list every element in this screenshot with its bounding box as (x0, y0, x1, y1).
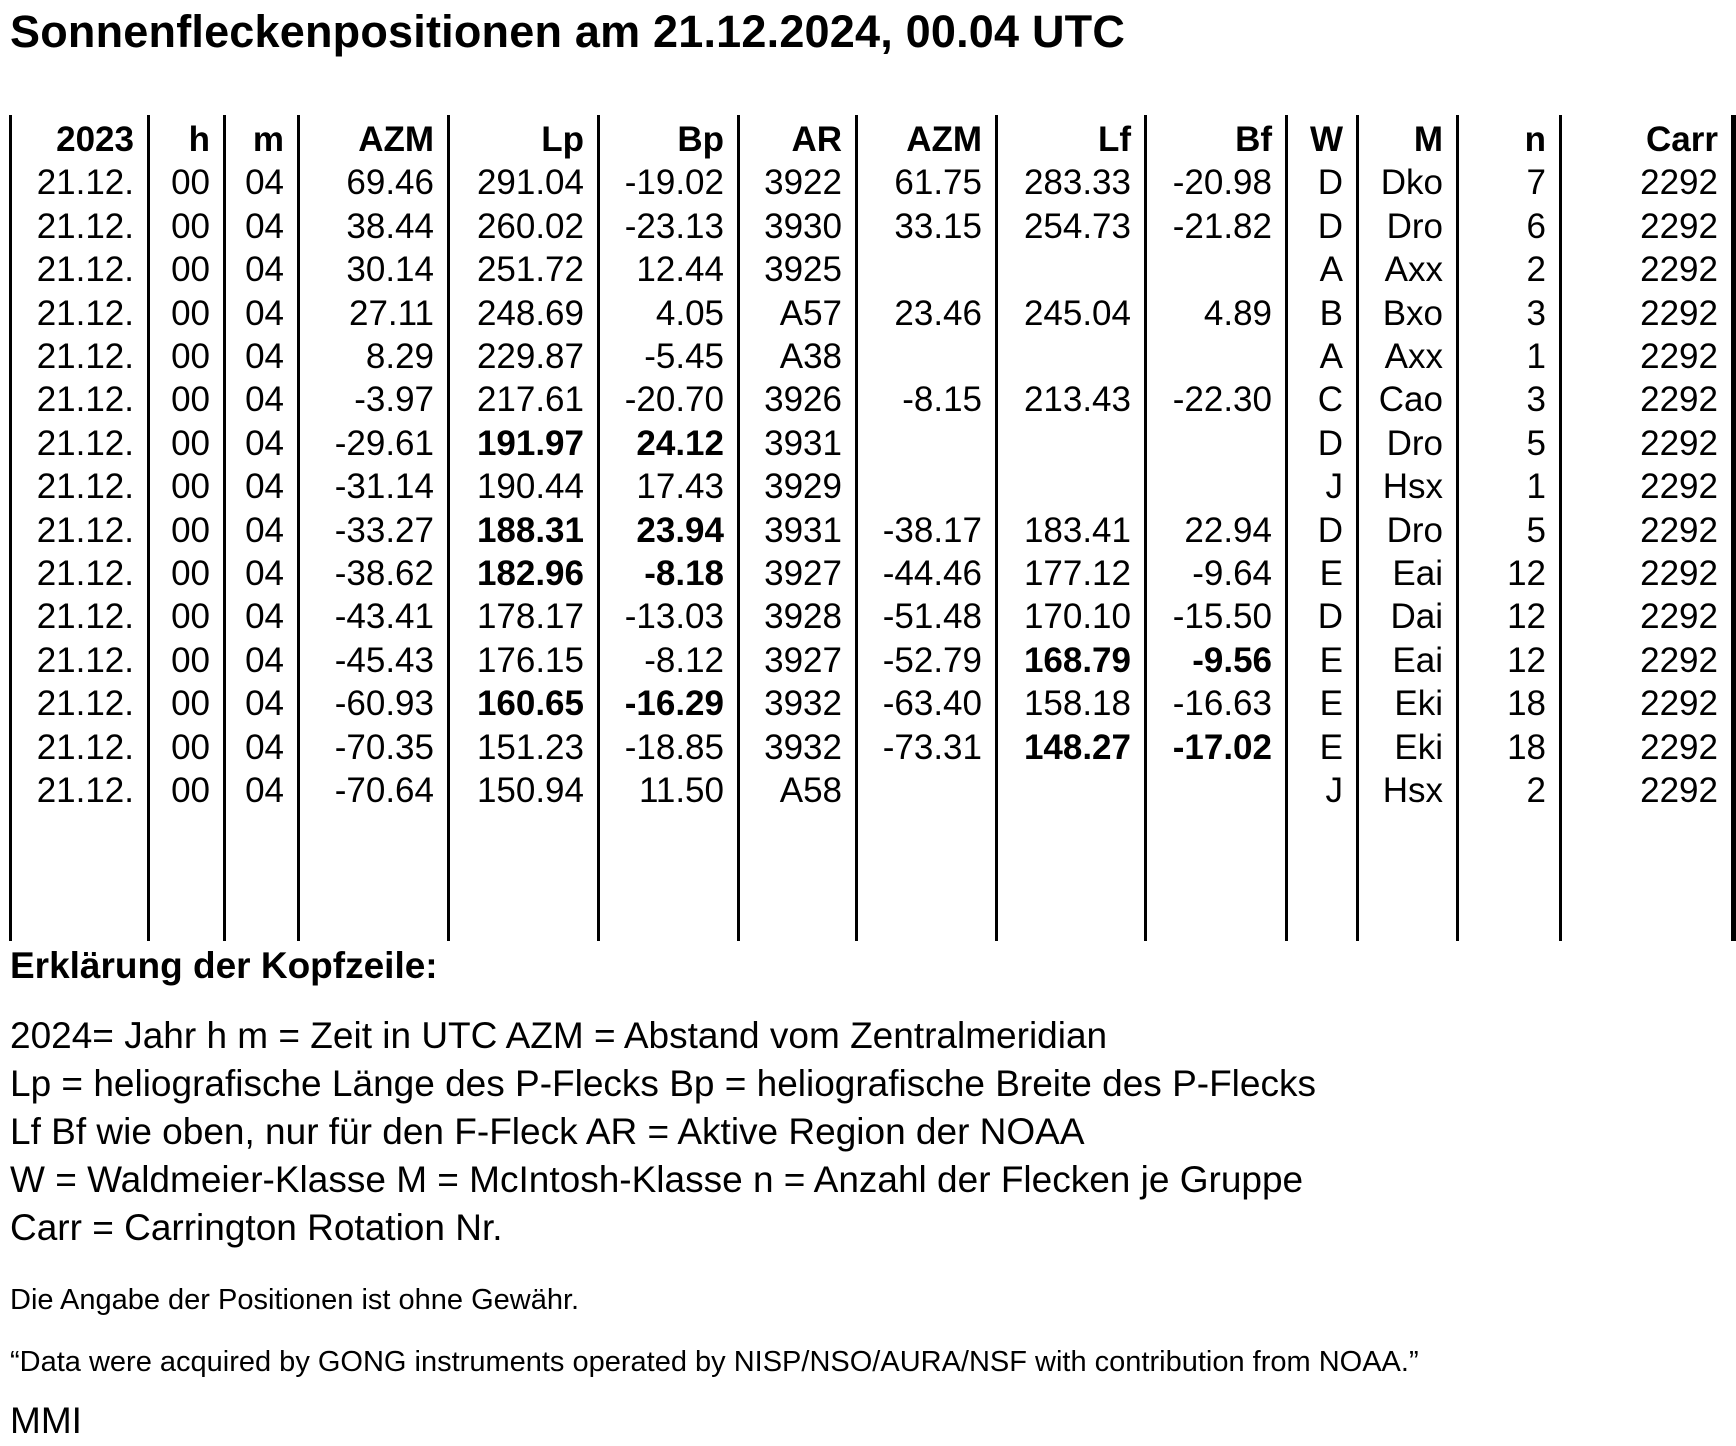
cell-azm-f: -63.40 (882, 684, 982, 724)
cell-ar: A58 (779, 771, 842, 810)
cell-ar: A57 (779, 293, 842, 333)
cell-minute: 04 (245, 206, 284, 246)
cell-ar: 3932 (764, 727, 842, 767)
cell-azm-f: -44.46 (882, 554, 982, 593)
legend-line-w-m-n: W = Waldmeier-Klasse M = McIntosh-Klasse n = Anzahl der Flecken je Gruppe (10, 1159, 1304, 1200)
cell-bf: -17.02 (1172, 727, 1272, 767)
header-hour: h (188, 120, 210, 159)
cell-bp: 11.50 (639, 771, 724, 810)
cell-waldmeier: D (1317, 163, 1343, 203)
header-count: n (1524, 120, 1546, 159)
cell-azm-p: -38.62 (334, 554, 434, 593)
cell-ar: 3931 (764, 510, 842, 550)
column-divider (147, 115, 150, 941)
cell-carrington: 2292 (1640, 684, 1718, 724)
cell-date: 21.12. (36, 684, 134, 724)
cell-count: 1 (1526, 467, 1546, 507)
cell-count: 2 (1526, 250, 1546, 290)
cell-bp: -13.03 (624, 597, 724, 637)
cell-date: 21.12. (36, 250, 134, 290)
cell-azm-p: -60.93 (334, 684, 434, 724)
column-divider (737, 115, 740, 941)
cell-azm-f (861, 248, 982, 291)
cell-lp: 176.15 (476, 640, 584, 680)
cell-lf (1001, 465, 1131, 508)
cell-azm-p: -70.35 (334, 727, 434, 767)
cell-mcintosh: Bxo (1382, 293, 1443, 333)
cell-bf (1150, 465, 1272, 508)
cell-hour: 00 (171, 554, 210, 593)
cell-ar: 3929 (764, 467, 842, 507)
cell-lp: 251.72 (476, 250, 584, 290)
cell-mcintosh: Dro (1386, 510, 1443, 550)
cell-date: 21.12. (36, 771, 134, 810)
cell-bp: -23.13 (624, 206, 724, 246)
cell-azm-p: -33.27 (334, 510, 434, 550)
cell-lf: 283.33 (1023, 163, 1131, 203)
cell-lp: 229.87 (476, 337, 584, 376)
cell-ar: 3925 (764, 250, 842, 290)
cell-date: 21.12. (36, 293, 134, 333)
cell-hour: 00 (171, 510, 210, 550)
cell-ar: 3931 (764, 423, 842, 463)
cell-mcintosh: Hsx (1382, 467, 1443, 507)
cell-mcintosh: Hsx (1382, 771, 1443, 810)
cell-count: 5 (1526, 423, 1546, 463)
cell-minute: 04 (245, 337, 284, 376)
cell-carrington: 2292 (1640, 380, 1718, 420)
cell-bf: -15.50 (1172, 597, 1272, 637)
cell-azm-f: -52.79 (882, 640, 982, 680)
cell-lp: 191.97 (476, 423, 584, 463)
header-azm-p: AZM (358, 120, 434, 159)
cell-waldmeier: J (1325, 467, 1343, 507)
cell-bf: -20.98 (1172, 163, 1272, 203)
legend-line-carr: Carr = Carrington Rotation Nr. (10, 1207, 503, 1248)
cell-minute: 04 (245, 467, 284, 507)
header-minute: m (252, 120, 284, 159)
cell-azm-f (861, 769, 982, 812)
cell-count: 12 (1507, 640, 1546, 680)
cell-lf: 148.27 (1023, 727, 1131, 767)
column-divider (1285, 115, 1288, 941)
cell-hour: 00 (171, 467, 210, 507)
cell-waldmeier: D (1317, 510, 1343, 550)
cell-mcintosh: Eki (1394, 727, 1443, 767)
cell-waldmeier: B (1319, 293, 1343, 333)
cell-azm-p: -31.14 (334, 467, 434, 507)
cell-lf: 245.04 (1023, 293, 1131, 333)
header-date: 2023 (56, 120, 134, 159)
cell-bf: 4.89 (1203, 293, 1272, 333)
cell-lp: 182.96 (476, 554, 584, 593)
cell-count: 3 (1526, 293, 1546, 333)
cell-count: 12 (1507, 554, 1546, 593)
cell-bp: 23.94 (636, 510, 724, 550)
header-mcintosh: M (1413, 120, 1443, 159)
cell-date: 21.12. (36, 206, 134, 246)
cell-ar: A38 (779, 337, 842, 376)
column-divider (1559, 115, 1562, 941)
cell-lf: 183.41 (1023, 510, 1131, 550)
cell-count: 5 (1526, 510, 1546, 550)
cell-waldmeier: A (1319, 337, 1343, 376)
cell-azm-p: -3.97 (354, 380, 434, 420)
signature: MMI (10, 1400, 82, 1441)
column-divider (447, 115, 450, 941)
cell-bp: 17.43 (636, 467, 724, 507)
cell-date: 21.12. (36, 510, 134, 550)
cell-waldmeier: E (1319, 640, 1343, 680)
cell-azm-f: 23.46 (894, 293, 982, 333)
cell-ar: 3922 (764, 163, 842, 203)
column-divider (597, 115, 600, 941)
cell-lp: 150.94 (476, 771, 584, 810)
cell-waldmeier: E (1319, 554, 1343, 593)
cell-mcintosh: Axx (1384, 337, 1443, 376)
cell-bp: -19.02 (624, 163, 724, 203)
header-bf: Bf (1235, 120, 1272, 159)
cell-carrington: 2292 (1640, 293, 1718, 333)
cell-minute: 04 (245, 163, 284, 203)
cell-bp: -20.70 (624, 380, 724, 420)
cell-hour: 00 (171, 727, 210, 767)
cell-date: 21.12. (36, 163, 134, 203)
cell-waldmeier: A (1319, 250, 1343, 290)
cell-bp: -5.45 (644, 337, 724, 376)
cell-waldmeier: J (1325, 771, 1343, 810)
header-lp: Lp (541, 120, 584, 159)
column-divider (855, 115, 858, 941)
cell-lf: 177.12 (1023, 554, 1131, 593)
cell-mcintosh: Dai (1390, 597, 1443, 637)
cell-count: 1 (1526, 337, 1546, 376)
cell-bp: -18.85 (624, 727, 724, 767)
cell-bf (1150, 422, 1272, 465)
cell-azm-p: 38.44 (346, 206, 434, 246)
cell-waldmeier: D (1317, 206, 1343, 246)
disclaimer-note: Die Angabe der Positionen ist ohne Gewähr. (10, 1284, 580, 1316)
cell-bf: -22.30 (1172, 380, 1272, 420)
cell-minute: 04 (245, 684, 284, 724)
cell-azm-f (861, 465, 982, 508)
cell-bf: -16.63 (1172, 684, 1272, 724)
cell-mcintosh: Eai (1392, 640, 1443, 680)
cell-carrington: 2292 (1640, 727, 1718, 767)
cell-minute: 04 (245, 250, 284, 290)
cell-azm-f: -38.17 (882, 510, 982, 550)
cell-ar: 3927 (764, 640, 842, 680)
cell-minute: 04 (245, 640, 284, 680)
cell-waldmeier: C (1317, 380, 1343, 420)
cell-carrington: 2292 (1640, 640, 1718, 680)
cell-azm-f: -8.15 (902, 380, 982, 420)
cell-lf (1001, 769, 1131, 812)
cell-date: 21.12. (36, 640, 134, 680)
cell-azm-p: 27.11 (349, 293, 434, 333)
header-waldmeier: W (1309, 120, 1343, 159)
column-divider (1356, 115, 1359, 941)
legend-line-lp-bp: Lp = heliografische Länge des P-Flecks Bp = heliografische Breite des P-Flecks (10, 1063, 1316, 1104)
cell-carrington: 2292 (1640, 250, 1718, 290)
cell-lp: 151.23 (476, 727, 584, 767)
cell-lf: 168.79 (1023, 640, 1131, 680)
cell-waldmeier: E (1319, 727, 1343, 767)
cell-carrington: 2292 (1640, 597, 1718, 637)
cell-hour: 00 (171, 423, 210, 463)
cell-bf: -21.82 (1172, 206, 1272, 246)
cell-date: 21.12. (36, 554, 134, 593)
cell-carrington: 2292 (1640, 337, 1718, 376)
cell-mcintosh: Eai (1392, 554, 1443, 593)
cell-minute: 04 (245, 771, 284, 810)
cell-count: 2 (1526, 771, 1546, 810)
cell-azm-f (861, 422, 982, 465)
cell-date: 21.12. (36, 467, 134, 507)
cell-bf: -9.64 (1192, 554, 1272, 593)
cell-lf: 213.43 (1023, 380, 1131, 420)
cell-azm-f: -73.31 (882, 727, 982, 767)
cell-azm-p: 8.29 (365, 337, 434, 376)
cell-minute: 04 (245, 510, 284, 550)
cell-minute: 04 (245, 597, 284, 637)
cell-minute: 04 (245, 423, 284, 463)
column-divider (297, 115, 300, 941)
cell-carrington: 2292 (1640, 206, 1718, 246)
attribution-note: “Data were acquired by GONG instruments operated by NISP/NSO/AURA/NSF with contribution from NOAA.” (10, 1346, 1419, 1378)
cell-bf (1150, 248, 1272, 291)
cell-azm-f: -51.48 (882, 597, 982, 637)
legend-title: Erklärung der Kopfzeile: (10, 945, 438, 986)
page-title: Sonnenfleckenpositionen am 21.12.2024, 00.04 UTC (10, 6, 1126, 57)
column-divider (223, 115, 226, 941)
cell-hour: 00 (171, 684, 210, 724)
cell-mcintosh: Eki (1394, 684, 1443, 724)
cell-hour: 00 (171, 206, 210, 246)
cell-mcintosh: Dro (1386, 206, 1443, 246)
cell-lf (1001, 422, 1131, 465)
column-divider (1456, 115, 1459, 941)
cell-hour: 00 (171, 771, 210, 810)
cell-azm-p: -43.41 (334, 597, 434, 637)
cell-mcintosh: Cao (1378, 380, 1443, 420)
cell-bp: -8.18 (644, 554, 724, 593)
cell-ar: 3932 (764, 684, 842, 724)
cell-bp: 4.05 (655, 293, 724, 333)
cell-hour: 00 (171, 250, 210, 290)
cell-date: 21.12. (36, 597, 134, 637)
cell-ar: 3930 (764, 206, 842, 246)
cell-minute: 04 (245, 727, 284, 767)
cell-azm-p: -29.61 (334, 423, 434, 463)
cell-lf (1001, 248, 1131, 291)
cell-waldmeier: D (1317, 423, 1343, 463)
cell-azm-p: -70.64 (334, 771, 434, 810)
cell-count: 12 (1507, 597, 1546, 637)
cell-count: 7 (1526, 163, 1546, 203)
cell-lp: 248.69 (476, 293, 584, 333)
cell-count: 6 (1526, 206, 1546, 246)
cell-count: 18 (1507, 684, 1546, 724)
cell-azm-p: 30.14 (346, 250, 434, 290)
column-divider (9, 115, 12, 941)
cell-hour: 00 (171, 640, 210, 680)
cell-lp: 190.44 (476, 467, 584, 507)
cell-ar: 3927 (764, 554, 842, 593)
cell-hour: 00 (171, 337, 210, 376)
cell-waldmeier: D (1317, 597, 1343, 637)
header-lf: Lf (1097, 120, 1131, 159)
sunspot-position-table (0, 115, 1736, 941)
cell-azm-p: -45.43 (334, 640, 434, 680)
cell-lf: 254.73 (1023, 206, 1131, 246)
cell-lp: 160.65 (476, 684, 584, 724)
cell-ar: 3928 (764, 597, 842, 637)
cell-carrington: 2292 (1640, 467, 1718, 507)
column-divider (1144, 115, 1147, 941)
cell-bp: -8.12 (644, 640, 724, 680)
cell-count: 18 (1507, 727, 1546, 767)
cell-carrington: 2292 (1640, 423, 1718, 463)
cell-mcintosh: Dro (1386, 423, 1443, 463)
cell-azm-f (861, 335, 982, 378)
header-carrington: Carr (1646, 120, 1718, 159)
cell-hour: 00 (171, 163, 210, 203)
cell-date: 21.12. (36, 337, 134, 376)
cell-carrington: 2292 (1640, 510, 1718, 550)
cell-azm-f: 61.75 (894, 163, 982, 203)
cell-bp: 12.44 (636, 250, 724, 290)
cell-lf: 170.10 (1023, 597, 1131, 637)
cell-hour: 00 (171, 380, 210, 420)
cell-date: 21.12. (36, 727, 134, 767)
header-ar: AR (791, 120, 842, 159)
cell-carrington: 2292 (1640, 554, 1718, 593)
cell-azm-f: 33.15 (894, 206, 982, 246)
cell-ar: 3926 (764, 380, 842, 420)
cell-lp: 291.04 (476, 163, 584, 203)
cell-bp: 24.12 (636, 423, 724, 463)
legend-line-lf-bf-ar: Lf Bf wie oben, nur für den F-Fleck AR = Aktive Region der NOAA (10, 1111, 1085, 1152)
legend-line-time-azm: 2024= Jahr h m = Zeit in UTC AZM = Abstand vom Zentralmeridian (10, 1015, 1108, 1056)
column-divider (995, 115, 998, 941)
column-divider (1731, 115, 1736, 941)
cell-mcintosh: Dko (1380, 163, 1443, 203)
cell-lf (1001, 335, 1131, 378)
cell-mcintosh: Axx (1384, 250, 1443, 290)
cell-minute: 04 (245, 380, 284, 420)
cell-lf: 158.18 (1023, 684, 1131, 724)
header-azm-f: AZM (906, 120, 982, 159)
cell-minute: 04 (245, 554, 284, 593)
cell-hour: 00 (171, 597, 210, 637)
cell-carrington: 2292 (1640, 771, 1718, 810)
cell-minute: 04 (245, 293, 284, 333)
cell-count: 3 (1526, 380, 1546, 420)
cell-bf (1150, 335, 1272, 378)
cell-bf: -9.56 (1192, 640, 1272, 680)
cell-waldmeier: E (1319, 684, 1343, 724)
header-bp: Bp (677, 120, 724, 159)
cell-bp: -16.29 (624, 684, 724, 724)
cell-bf (1150, 769, 1272, 812)
cell-hour: 00 (171, 293, 210, 333)
cell-azm-p: 69.46 (346, 163, 434, 203)
cell-bf: 22.94 (1184, 510, 1272, 550)
cell-lp: 188.31 (476, 510, 584, 550)
cell-carrington: 2292 (1640, 163, 1718, 203)
cell-date: 21.12. (36, 380, 134, 420)
cell-date: 21.12. (36, 423, 134, 463)
cell-lp: 217.61 (476, 380, 584, 420)
cell-lp: 260.02 (476, 206, 584, 246)
cell-lp: 178.17 (476, 597, 584, 637)
